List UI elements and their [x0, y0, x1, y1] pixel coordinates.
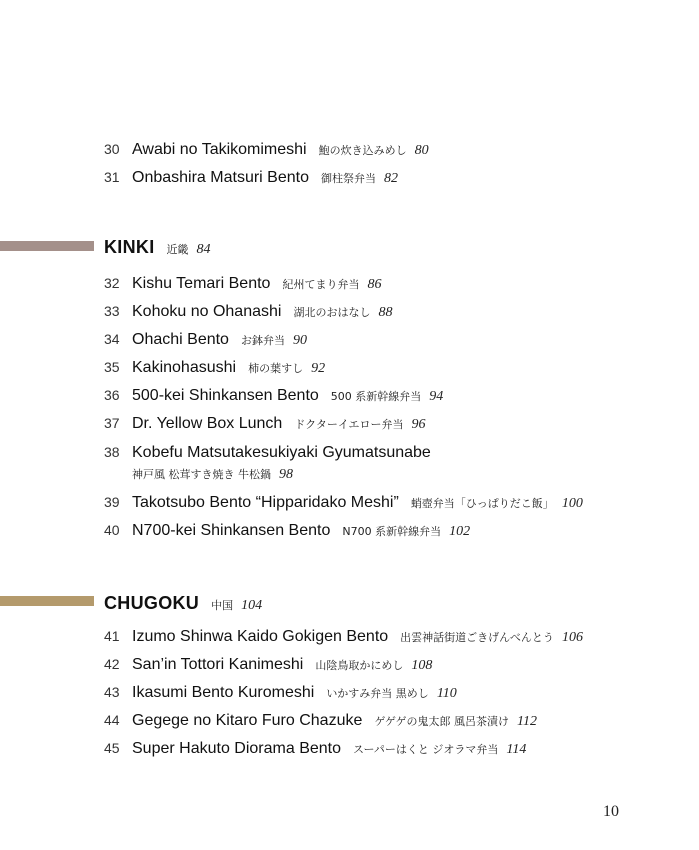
- entry-title: Kakinohasushi: [132, 359, 237, 376]
- entry-title: 500-kei Shinkansen Bento: [132, 387, 319, 404]
- entry-page: 114: [506, 742, 527, 757]
- entry-title: Kohoku no Ohanashi: [132, 303, 282, 320]
- entry-title-japanese: お鉢弁当: [240, 334, 285, 347]
- entry-page: 86: [367, 277, 382, 292]
- entry-number: 44: [104, 712, 120, 728]
- entry-title: Kishu Temari Bento: [132, 275, 271, 292]
- toc-entry[interactable]: [104, 387, 679, 405]
- entry-title: Onbashira Matsuri Bento: [132, 169, 309, 186]
- entry-title: Super Hakuto Diorama Bento: [132, 740, 341, 757]
- entry-page: 110: [436, 686, 457, 701]
- entry-title-japanese: 鮑の炊き込みめし: [318, 144, 407, 157]
- entry-number: 45: [104, 740, 120, 756]
- entry-number: 42: [104, 656, 120, 672]
- entry-page: 82: [383, 171, 398, 186]
- toc-entry[interactable]: [104, 275, 679, 293]
- entry-title: Dr. Yellow Box Lunch: [132, 415, 283, 432]
- entry-page: 112: [516, 714, 537, 729]
- entry-title: Kobefu Matsutakesukiyaki Gyumatsunabe: [132, 444, 431, 461]
- toc-entry[interactable]: [104, 169, 679, 187]
- entry-number: 40: [104, 522, 120, 538]
- section-page: 84: [196, 242, 211, 257]
- entry-title: Izumo Shinwa Kaido Gokigen Bento: [132, 628, 389, 645]
- toc-entry[interactable]: [104, 628, 679, 646]
- entry-page: 90: [292, 333, 307, 348]
- entry-title-japanese: 御柱祭弁当: [320, 172, 376, 185]
- section-title-japanese: 近畿: [166, 243, 189, 256]
- toc-entry[interactable]: [104, 656, 679, 674]
- entry-title-japanese: 紀州てまり弁当: [282, 278, 360, 291]
- entry-title: N700-kei Shinkansen Bento: [132, 522, 331, 539]
- entry-number: 38: [104, 444, 120, 460]
- section-header-kinki[interactable]: [104, 237, 211, 258]
- entry-title: Ikasumi Bento Kuromeshi: [132, 684, 315, 701]
- entry-title-japanese: 蛸壺弁当「ひっぱりだこ飯」: [410, 497, 554, 510]
- entry-page: 106: [561, 630, 583, 645]
- entry-number: 39: [104, 494, 120, 510]
- entry-page: 108: [411, 658, 433, 673]
- entry-title: Gegege no Kitaro Furo Chazuke: [132, 712, 363, 729]
- entry-title-japanese: 山陰鳥取かにめし: [315, 659, 404, 672]
- entry-page: 94: [429, 389, 444, 404]
- entry-title-japanese: ゲゲゲの鬼太郎 風呂茶漬け: [374, 715, 509, 728]
- entry-title-japanese: 柿の葉すし: [248, 362, 304, 375]
- entry-title-japanese: 神戸風 松茸すき焼き 牛松鍋: [132, 468, 271, 481]
- toc-entry[interactable]: [104, 494, 679, 512]
- entry-page: 100: [561, 496, 583, 511]
- entry-title-japanese: ドクターイエロー弁当: [294, 418, 404, 431]
- entry-number: 34: [104, 331, 120, 347]
- entry-title: Takotsubo Bento “Hipparidako Meshi”: [132, 494, 399, 511]
- toc-entry[interactable]: [104, 740, 679, 758]
- entry-title: Ohachi Bento: [132, 331, 229, 348]
- entry-number: 33: [104, 303, 120, 319]
- entry-title-japanese: 湖北のおはなし: [293, 306, 371, 319]
- entry-number: 31: [104, 169, 120, 185]
- entry-title-japanese: 出雲神話街道ごきげんべんとう: [400, 631, 554, 644]
- toc-entry[interactable]: [104, 331, 679, 349]
- entry-page: 96: [411, 417, 426, 432]
- entry-title: Awabi no Takikomimeshi: [132, 141, 307, 158]
- page-number: 10: [603, 803, 619, 820]
- entry-number: 30: [104, 141, 120, 157]
- toc-entry[interactable]: [104, 359, 679, 377]
- section-title: CHUGOKU: [104, 593, 200, 613]
- entry-page: 92: [311, 361, 326, 376]
- entry-page: 80: [414, 143, 429, 158]
- entry-title-japanese: いかすみ弁当 黒めし: [326, 687, 429, 700]
- section-color-bar-kinki: [0, 241, 94, 251]
- entry-number: 41: [104, 628, 120, 644]
- entry-number: 32: [104, 275, 120, 291]
- section-header-chugoku[interactable]: [104, 593, 262, 614]
- entry-page: 98: [279, 467, 293, 482]
- section-title-japanese: 中国: [211, 599, 234, 612]
- entry-title-japanese: N700 系新幹線弁当: [342, 525, 442, 538]
- toc-entry[interactable]: [104, 684, 679, 702]
- entry-title-japanese: 500 系新幹線弁当: [330, 390, 422, 403]
- entry-page: 102: [449, 524, 471, 539]
- toc-entry[interactable]: [104, 444, 679, 483]
- toc-entry[interactable]: [104, 141, 679, 159]
- entry-title-japanese: スーパーはくと ジオラマ弁当: [353, 743, 499, 756]
- entry-number: 43: [104, 684, 120, 700]
- entry-number: 37: [104, 415, 120, 431]
- toc-entry[interactable]: [104, 712, 679, 730]
- section-color-bar-chugoku: [0, 596, 94, 606]
- section-title: KINKI: [104, 237, 155, 257]
- section-page: 104: [241, 598, 263, 613]
- entry-number: 36: [104, 387, 120, 403]
- toc-entry[interactable]: [104, 415, 679, 433]
- entry-number: 35: [104, 359, 120, 375]
- toc-entry[interactable]: [104, 522, 679, 540]
- entry-page: 88: [378, 305, 393, 320]
- toc-entry[interactable]: [104, 303, 679, 321]
- entry-title: San’in Tottori Kanimeshi: [132, 656, 304, 673]
